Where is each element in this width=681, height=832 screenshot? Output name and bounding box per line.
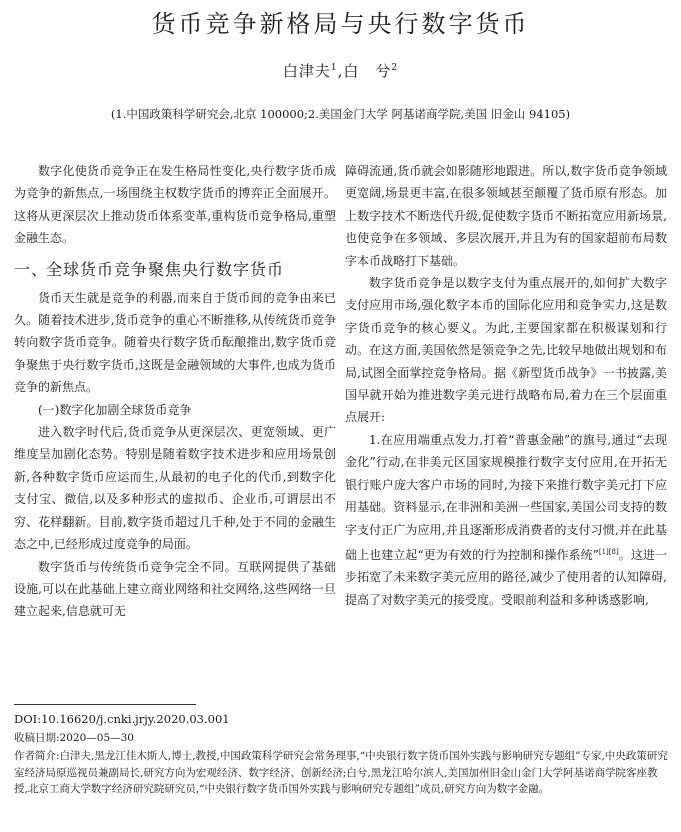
left-column xyxy=(14,160,336,623)
author-separator: , xyxy=(337,62,344,80)
section-title: 全球货币竞争聚焦央行数字货币 xyxy=(46,259,285,279)
affiliations: (1.中国政策科学研究会,北京 100000;2.美国金门大学 阿基诺商学院,美国 旧金山 94105) xyxy=(110,107,571,121)
author-name: 白津夫 xyxy=(282,62,331,80)
subsection-heading: (一)数字化加剧全球货币竞争 xyxy=(38,402,192,417)
right-column xyxy=(345,160,667,611)
body-paragraph: 障碍流通,货币就会如影随形地跟进。所以,数字货币竞争领域更宽阔,场景更丰富,在很多领域甚至颠覆了货币原有形态。加上数字技术不断迭代升级,促使数字货币不断拓宽应用新场景,也使竞争在多领域、多层次展开,并且为有的国家超前布局数字本币战略打下基础。 xyxy=(345,164,667,268)
paper-title: 货币竞争新格局与央行数字货币 xyxy=(151,10,530,38)
intro-paragraph: 数字化使货币竞争正在发生格局性变化,央行数字货币成为竞争的新焦点,一场围绕主权数字货币的博弈正全面展开。这将从更深层次上推动货币体系变革,重构货币竞争格局,重塑金融生态。 xyxy=(14,164,336,246)
paragraph-text: 1.在应用端重点发力,打着“普惠金融”的旗号,通过“去现金化”行动,在非美元区国家规模推行数字支付应用,在开拓无银行账户庞大客户市场的同时,为接下来推行数字美元打下应用基础。资料显示,在非洲和美洲一些国家,美国公司支持的数字支付正广为应用,并且逐渐形成消费者的支付习惯,并在此基础上也建立起“更为有效的行为控制和操作系统” xyxy=(345,432,667,562)
doi: DOI:10.16620/j.cnki.jrjy.2020.03.001 xyxy=(14,712,230,726)
section-number: 一、 xyxy=(14,259,49,279)
body-paragraph xyxy=(345,429,667,611)
affiliation-marker: 2 xyxy=(391,63,399,73)
citation-ref: [1][8] xyxy=(598,547,619,556)
author-list xyxy=(0,60,681,81)
body-paragraph: 进入数字时代后,货币竞争从更深层次、更宽领域、更广维度呈加剧化态势。特别是随着数字技术进步和应用场景创新,各种数字货币应运而生,从最初的电子化的代币,到数字化支付宝、微信,以及多种形式的虚拟币、企业币,可谓层出不穷、花样翻新。目前,数字货币超过几千种,处于不同的金融生态之中,已经形成过度竞争的局面。 xyxy=(14,425,336,552)
received-date: 收稿日期:2020—05—30 xyxy=(14,732,134,744)
author-name: 白 兮 xyxy=(343,62,392,80)
body-paragraph: 数字货币与传统货币竞争完全不同。互联网提供了基础设施,可以在此基础上建立商业网络和社交网络,这些网络一旦建立起来,信息就可无 xyxy=(14,559,336,619)
paragraph-text: 。这进一步拓宽了未来数字美元应用的路径,减少了使用者的认知障碍,提高了对数字美元的接受度。受眼前利益和多种诱惑影响, xyxy=(345,547,667,607)
footnote-divider xyxy=(14,704,196,705)
body-paragraph: 数字货币竞争是以数字支付为重点展开的,如何扩大数字支付应用市场,强化数字本币的国际化应用和竞争实力,这是数字货币竞争的核心要义。为此,主要国家都在积极谋划和行动。在这方面,美国依然是领竞争之先,比较早地做出规划和布局,试图全面掌控竞争格局。据《新型货币战争》一书披露,美国早就开始为推进数字美元进行战略布局,着力在三个层面重点展开: xyxy=(345,276,667,425)
affiliation-marker: 1 xyxy=(330,63,338,73)
body-paragraph: 货币天生就是竞争的利器,而来自于货币间的竞争由来已久。随着技术进步,货币竞争的重心不断推移,从传统货币竞争转向数字货币竞争。随着央行数字货币酝酿推出,数字货币竞争聚焦于央行数字货币,这既是金融领域的大事件,也成为货币竞争的新焦点。 xyxy=(14,290,336,395)
author-bio: 作者简介:白津夫,黑龙江佳木斯人,博士,教授,中国政策科学研究会常务理事,“中央银行数字货币国外实践与影响研究专题组”专家,中央政策研究室经济局原巡视员兼副局长,研究方向为宏观经济、数字经济、创新经济;白兮,黑龙江哈尔滨人,美国加州旧金山金门大学阿基诺商学院客座教授,北京工商大学数字经济研究院研究员,“中央银行数字货币国外实践与影响研究专题组”成员,研究方向为数字金融。 xyxy=(14,750,668,795)
section-heading xyxy=(14,250,336,287)
